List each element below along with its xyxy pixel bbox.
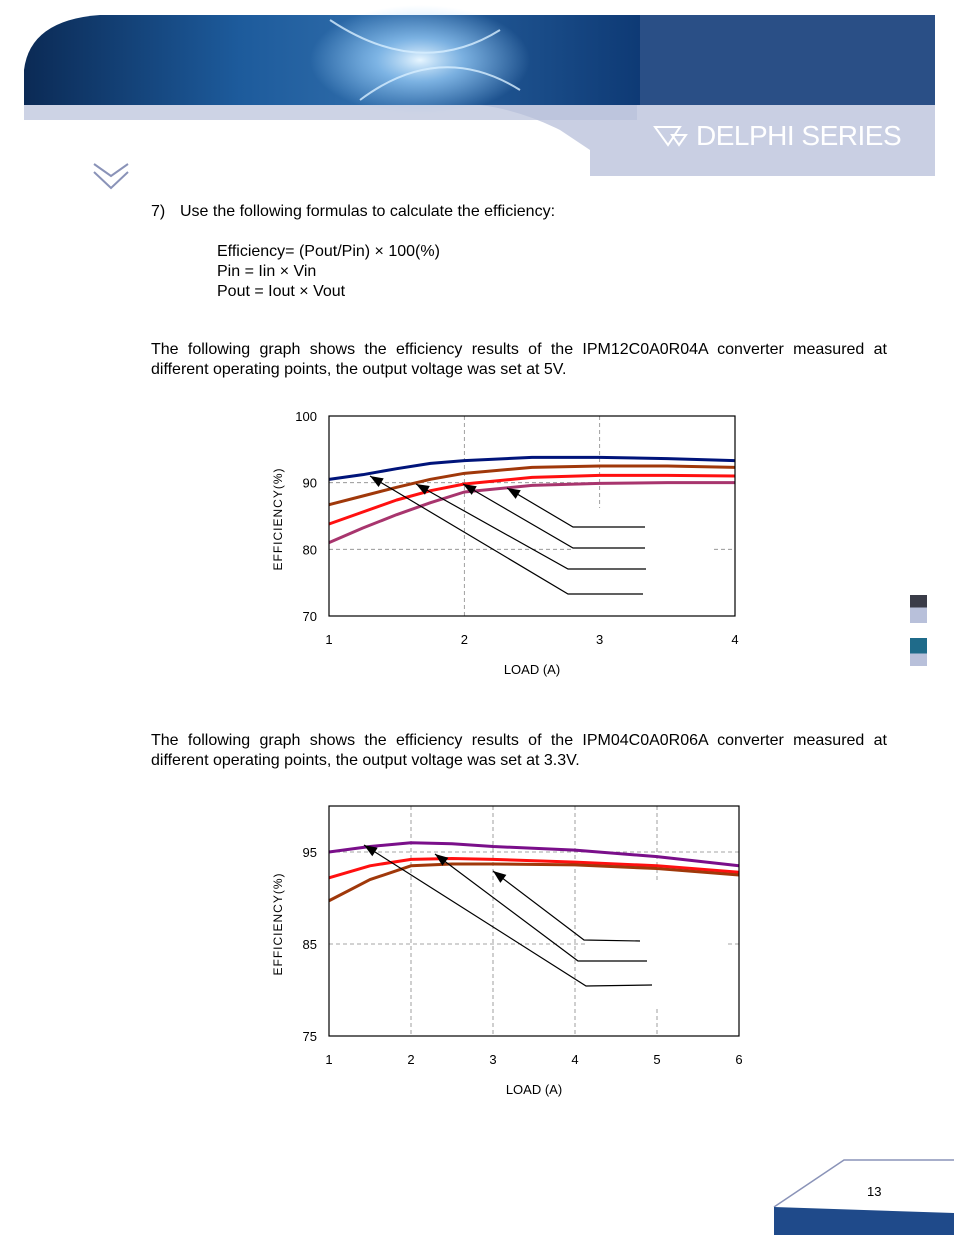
y-tick-label: 75: [302, 1029, 317, 1044]
side-marker-2: [910, 638, 927, 666]
x-axis-label: LOAD (A): [505, 1082, 563, 1097]
brand-name: DELPHI SERIES: [696, 120, 902, 151]
y-axis-label: EFFICIENCY(%): [271, 467, 285, 571]
chevron-mark-icon: [94, 164, 128, 188]
callout-arrowhead-1: [507, 488, 521, 499]
y-tick-label: 85: [302, 937, 317, 952]
y-tick-label: 70: [302, 609, 317, 624]
legend-panel: [585, 880, 725, 1008]
formula-pin: Pin = Iin × Vin: [217, 263, 317, 280]
paragraph-1-line-1: The following graph shows the efficiency results of the IPM12C0A0R04A converter measured at: [151, 341, 887, 358]
x-axis-label: LOAD (A): [503, 662, 561, 677]
paragraph-2-line-2: different operating points, the output voltage was set at 3.3V.: [151, 752, 580, 769]
callout-arrowhead-4: [370, 476, 384, 487]
x-tick-label: 3: [596, 632, 604, 647]
formula-pout: Pout = Iout × Vout: [217, 283, 346, 300]
footer-tab: [770, 1155, 954, 1235]
y-tick-label: 100: [295, 409, 317, 424]
footer-bar: [774, 1207, 954, 1235]
x-tick-label: 6: [735, 1052, 743, 1067]
x-tick-label: 1: [325, 1052, 333, 1067]
paragraph-1-line-2: different operating points, the output voltage was set at 5V.: [151, 361, 567, 378]
page-number: 13: [867, 1184, 882, 1199]
step-text: Use the following formulas to calculate the efficiency:: [180, 203, 556, 220]
y-tick-label: 80: [302, 542, 317, 558]
x-tick-label: 5: [653, 1052, 661, 1067]
x-tick-label: 4: [571, 1052, 579, 1067]
y-tick-label: 95: [302, 845, 317, 860]
formula-efficiency: Efficiency= (Pout/Pin) × 100(%): [217, 243, 440, 260]
legend-panel: [572, 508, 714, 616]
chart-1-svg: [260, 400, 760, 685]
x-tick-label: 2: [407, 1052, 415, 1067]
x-tick-label: 4: [731, 632, 739, 647]
chart-2-svg: [260, 795, 760, 1105]
efficiency-chart-1: [260, 400, 760, 685]
paragraph-1: [151, 340, 887, 380]
header-banner: [0, 0, 954, 200]
x-tick-label: 3: [489, 1052, 497, 1067]
side-marker-1: [910, 595, 927, 623]
x-tick-label: 1: [325, 632, 333, 647]
paragraph-2-line-1: The following graph shows the efficiency results of the IPM04C0A0R06A converter measured at: [151, 732, 887, 749]
y-axis-label: EFFICIENCY(%): [271, 872, 285, 976]
banner-dark-panel: [640, 15, 935, 105]
paragraph-2: [151, 731, 887, 771]
y-tick-label: 90: [302, 475, 317, 491]
step-number: 7): [151, 203, 166, 220]
callout-arrowhead-1: [493, 871, 506, 883]
x-tick-label: 2: [460, 632, 468, 647]
efficiency-chart-2: [260, 795, 760, 1105]
banner-glow: [310, 5, 530, 115]
